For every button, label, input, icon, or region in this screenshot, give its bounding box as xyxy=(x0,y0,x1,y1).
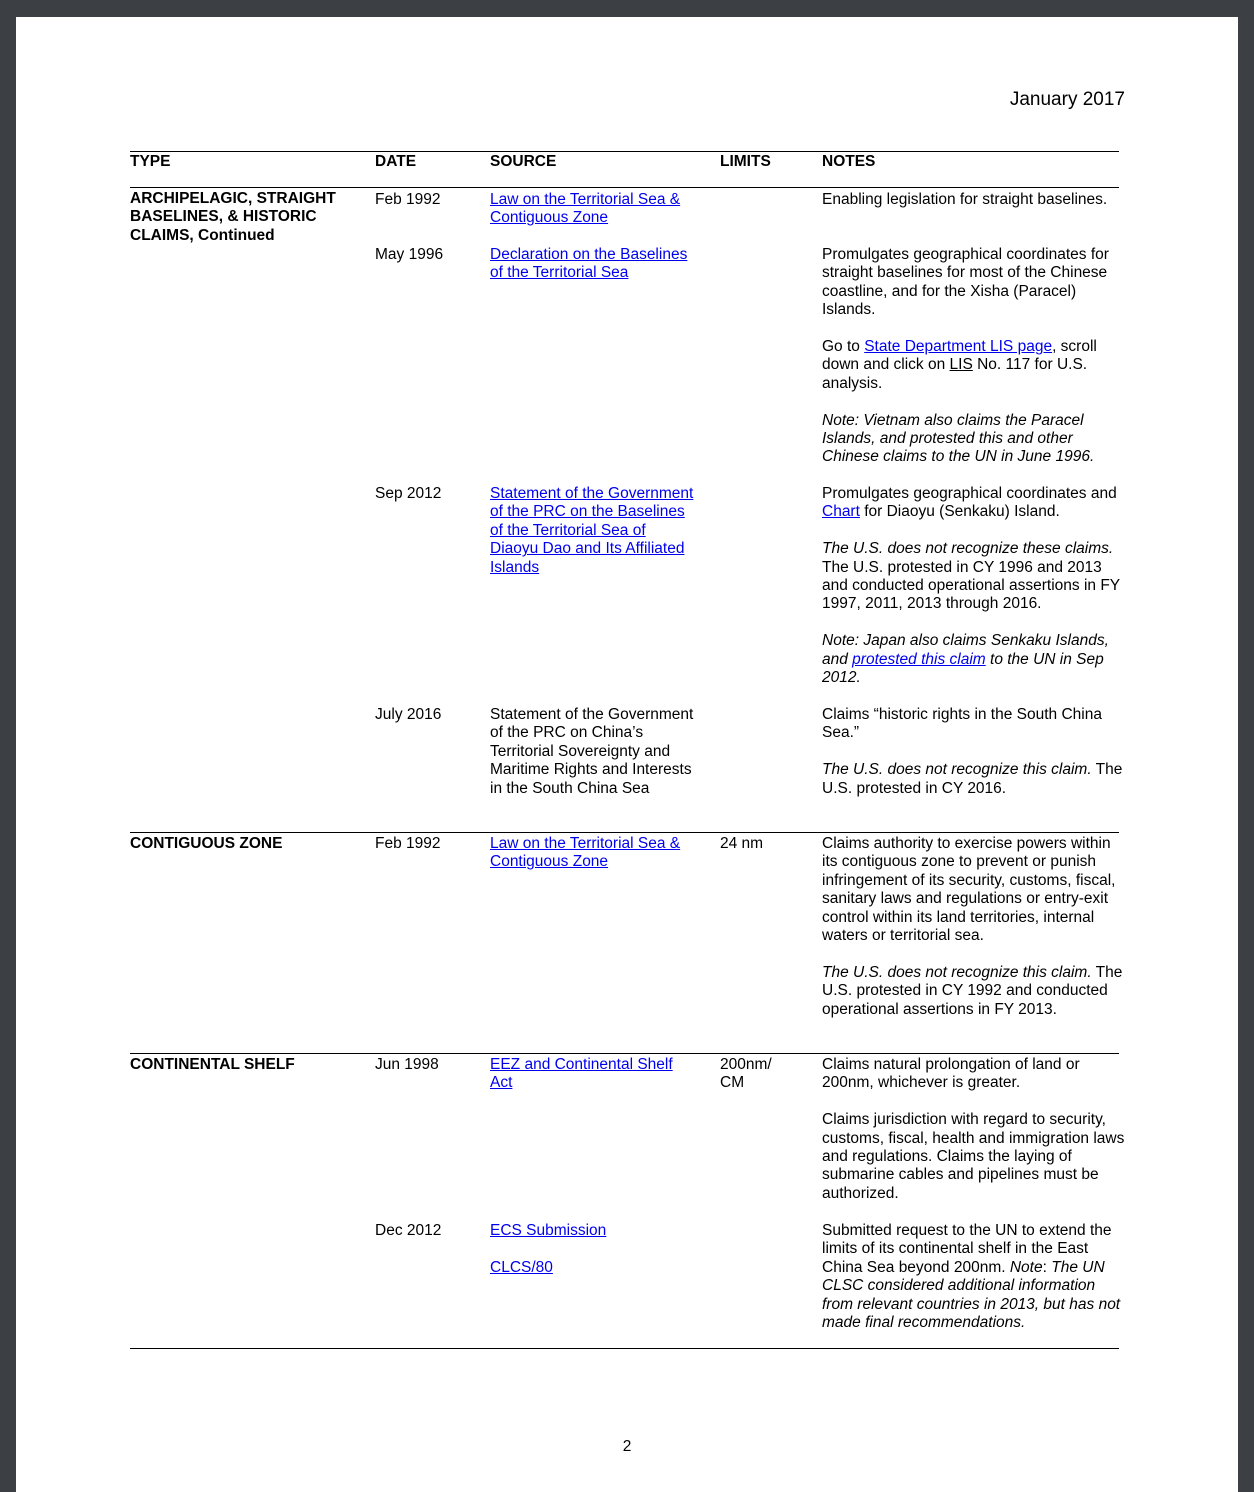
section-type-continental-shelf: CONTINENTAL SHELF xyxy=(130,1056,295,1073)
column-header-limits: LIMITS xyxy=(720,153,771,170)
row-date: Feb 1992 xyxy=(375,191,441,208)
note-paragraph: The U.S. does not recognize this claim. The U.S. protested in CY 1992 and conducted operational assertions in FY 2013. xyxy=(822,963,1123,1018)
row-notes xyxy=(822,1222,1127,1332)
section-rule xyxy=(130,1053,1119,1054)
row-note: Enabling legislation for straight baselines. xyxy=(822,191,1108,208)
page-number: 2 xyxy=(622,1438,632,1455)
source-link-baselines-declaration[interactable]: Declaration on the Baselines of the Territorial Sea xyxy=(490,246,688,282)
source-link-territorial-sea-law[interactable]: Law on the Territorial Sea & Contiguous Zone xyxy=(490,191,681,227)
row-notes xyxy=(822,835,1127,1019)
clcs-80-link[interactable]: CLCS/80 xyxy=(490,1258,553,1276)
column-header-source: SOURCE xyxy=(490,153,557,170)
row-source: Statement of the Government of the PRC on China’s Territorial Sovereignty and Maritime Rights and Interests in the South China Sea xyxy=(490,706,694,797)
header-rule xyxy=(130,187,1119,188)
row-date: Dec 2012 xyxy=(375,1222,442,1239)
row-notes xyxy=(822,1056,1127,1203)
note-paragraph: The U.S. does not recognize these claims. The U.S. protested in CY 1996 and 2013 and conducted operational assertions in FY 1997, 2011, 2013 through 2016. xyxy=(822,540,1120,613)
row-date: July 2016 xyxy=(375,706,442,723)
row-limits: 24 nm xyxy=(720,835,764,852)
ecs-submission-link[interactable]: ECS Submission xyxy=(490,1222,607,1239)
column-header-date: DATE xyxy=(375,153,417,170)
row-date: Jun 1998 xyxy=(375,1056,439,1073)
section-type-archipelagic: ARCHIPELAGIC, STRAIGHT BASELINES, & HISTORIC CLAIMS, Continued xyxy=(130,190,336,244)
note-paragraph: Claims authority to exercise powers within its contiguous zone to prevent or punish infringement of its security, customs, fiscal, sanitary laws and regulations or entry-exit control within its land territories, internal waters or territorial sea. xyxy=(822,835,1116,945)
state-department-lis-link[interactable]: State Department LIS page xyxy=(864,338,1053,356)
row-date: May 1996 xyxy=(375,246,444,263)
row-limits: 200nm/ CM xyxy=(720,1056,772,1092)
row-notes xyxy=(822,485,1127,687)
note-paragraph: Promulgates geographical coordinates and Chart for Diaoyu (Senkaku) Island. xyxy=(822,485,1117,521)
note-paragraph: Claims jurisdiction with regard to security, customs, fiscal, health and immigration laws and regulations. Claims the laying of submarine cables and pipelines must be authorized. xyxy=(822,1111,1125,1202)
document-date: January 2017 xyxy=(1009,89,1125,110)
column-header-type: TYPE xyxy=(130,153,171,170)
chart-link[interactable]: Chart xyxy=(822,503,860,521)
row-notes xyxy=(822,706,1127,798)
note-paragraph: Claims natural prolongation of land or 200nm, whichever is greater. xyxy=(822,1056,1080,1092)
source-link-territorial-sea-law[interactable]: Law on the Territorial Sea & Contiguous Zone xyxy=(490,835,681,871)
source-link-diaoyu-baselines-statement[interactable]: Statement of the Government of the PRC on the Baselines of the Territorial Sea of Diaoyu Dao and Its Affiliated Islands xyxy=(490,485,694,576)
row-notes xyxy=(822,246,1127,467)
column-header-notes: NOTES xyxy=(822,153,876,170)
note-paragraph: Claims “historic rights in the South China Sea.” xyxy=(822,706,1102,742)
note-paragraph: Promulgates geographical coordinates for straight baselines for most of the Chinese coastline, and for the Xisha (Paracel) Islands. xyxy=(822,246,1109,319)
note-paragraph: Note: Japan also claims Senkaku Islands, and protested this claim to the UN in Sep 2012. xyxy=(822,632,1109,687)
row-date: Sep 2012 xyxy=(375,485,442,502)
table-top-rule xyxy=(130,151,1119,152)
section-rule xyxy=(130,832,1119,833)
note-paragraph: Note: Vietnam also claims the Paracel Islands, and protested this and other Chinese claims to the UN in June 1996. xyxy=(822,411,1095,466)
note-paragraph: Go to State Department LIS page, scroll down and click on LIS No. 117 for U.S. analysis. xyxy=(822,338,1097,392)
source-link-eez-act[interactable]: EEZ and Continental Shelf Act xyxy=(490,1056,673,1092)
row-sources xyxy=(490,1222,695,1277)
document-page xyxy=(16,17,1238,1492)
protested-this-claim-link[interactable]: protested this claim xyxy=(852,650,986,668)
section-type-contiguous-zone: CONTIGUOUS ZONE xyxy=(130,835,283,852)
note-paragraph: Submitted request to the UN to extend the limits of its continental shelf in the East China Sea beyond 200nm. Note: The UN CLSC considered additional information from relevant countries in 2013, but has not made final recommendations. xyxy=(822,1222,1121,1332)
note-paragraph: The U.S. does not recognize this claim. The U.S. protested in CY 2016. xyxy=(822,761,1123,797)
row-date: Feb 1992 xyxy=(375,835,441,852)
table-bottom-rule xyxy=(130,1348,1119,1349)
